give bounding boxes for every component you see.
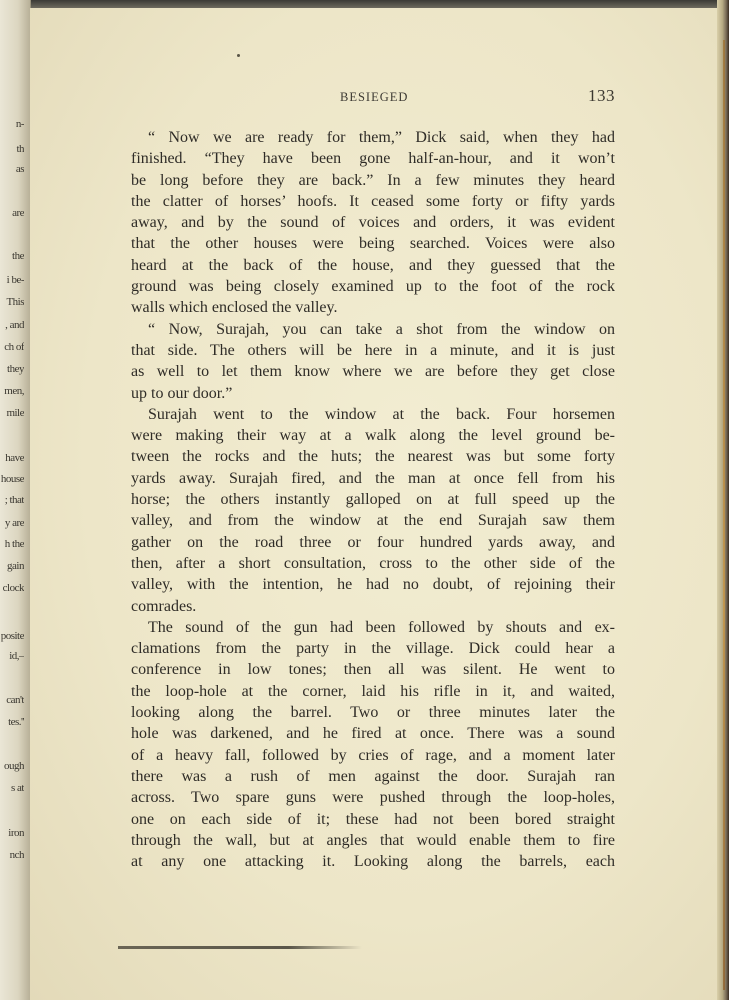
left-page-fragment: the bbox=[12, 250, 24, 262]
right-binding-edge bbox=[717, 0, 729, 1000]
text-line: walls which enclosed the valley. bbox=[131, 299, 338, 317]
text-line: were making their way at a walk along the level ground be- bbox=[131, 427, 615, 445]
bottom-rule bbox=[118, 946, 362, 949]
left-page-fragment: iron bbox=[8, 827, 24, 839]
left-page-fragment: mile bbox=[6, 407, 24, 419]
left-page-fragment: id,– bbox=[9, 650, 24, 662]
text-line: gather on the road three or four hundred yards away, and bbox=[131, 533, 615, 551]
text-line: clamations from the party in the village. Dick could hear a bbox=[131, 640, 615, 658]
text-line: yards away. Surajah fired, and the man at once fell from his bbox=[131, 469, 615, 487]
text-line: finished. “They have been gone half-an-hour, and it won’t bbox=[131, 150, 615, 168]
text-line: up to our door.” bbox=[131, 384, 233, 402]
text-line: of a heavy fall, followed by cries of rage, and a moment later bbox=[131, 746, 615, 764]
text-line: “ Now, Surajah, you can take a shot from the window on bbox=[148, 320, 615, 338]
left-page-fragment: house bbox=[0, 473, 24, 485]
left-page-fragment: This bbox=[6, 296, 24, 308]
left-page-fragment: n- bbox=[15, 118, 24, 130]
text-line: there was a rush of men against the door. Surajah ran bbox=[131, 767, 615, 785]
left-page-fragment: y are bbox=[4, 517, 24, 529]
text-line: ground was being closely examined up to the foot of the rock bbox=[131, 278, 615, 296]
text-line: across. Two spare guns were pushed through the loop-holes, bbox=[131, 789, 615, 807]
text-line: hole was darkened, and he fired at once. There was a sound bbox=[131, 725, 615, 743]
running-head: BESIEGED bbox=[340, 90, 409, 104]
left-page-fragment: have bbox=[5, 452, 24, 464]
text-line: valley, with the intention, he had no doubt, of rejoining their bbox=[131, 576, 615, 594]
text-line: comrades. bbox=[131, 597, 197, 615]
text-line: one on each side of it; these had not been bored straight bbox=[131, 810, 615, 828]
text-line: Surajah went to the window at the back. Four horsemen bbox=[148, 405, 615, 423]
text-line: the clatter of horses’ hoofs. It ceased some forty or fifty yards bbox=[131, 192, 615, 210]
left-page-fragment: as bbox=[15, 163, 24, 175]
left-page-fragment: men, bbox=[4, 385, 24, 397]
text-line: at any one attacking it. Looking along the barrels, each bbox=[131, 853, 615, 871]
left-page-fragment: clock bbox=[2, 582, 24, 594]
text-line: horse; the others instantly galloped on at full speed up the bbox=[131, 491, 615, 509]
text-line: conference in low tones; then all was silent. He went to bbox=[131, 661, 615, 679]
left-page-fragment: th bbox=[16, 143, 24, 155]
text-line: away, and by the sound of voices and orders, it was evident bbox=[131, 214, 615, 232]
left-page-fragment: , and bbox=[5, 319, 24, 331]
text-line: The sound of the gun had been followed by shouts and ex- bbox=[148, 618, 615, 636]
text-line: tween the rocks and the huts; the nearest was but some forty bbox=[131, 448, 615, 466]
print-speck bbox=[237, 54, 240, 57]
left-page-fragment: can't bbox=[6, 694, 24, 706]
page-number: 133 bbox=[588, 86, 615, 105]
left-page-fragment: posite bbox=[0, 630, 24, 642]
text-line: the loop-hole at the corner, laid his rifle in it, and waited, bbox=[131, 682, 615, 700]
left-page-fragment: are bbox=[12, 207, 24, 219]
text-line: through the wall, but at angles that would enable them to fire bbox=[131, 831, 615, 849]
body-text bbox=[131, 127, 615, 872]
left-page-fragment: tes.'' bbox=[8, 716, 24, 728]
text-line: looking along the barrel. Two or three minutes later the bbox=[131, 704, 615, 722]
left-page-fragment: ch of bbox=[4, 341, 24, 353]
left-page-fragment: ough bbox=[4, 760, 24, 772]
text-line: then, after a short consultation, cross to the other side of the bbox=[131, 554, 615, 572]
left-page-fragment: i be- bbox=[6, 274, 24, 286]
left-page-fragment: nch bbox=[9, 849, 24, 861]
text-line: “ Now we are ready for them,” Dick said, when they had bbox=[148, 129, 615, 146]
left-page-edge bbox=[0, 0, 31, 1000]
text-line: heard at the back of the house, and they guessed that the bbox=[131, 256, 615, 274]
text-line: be long before they are back.” In a few minutes they heard bbox=[131, 171, 615, 189]
text-line: as well to let them know where we are before they get close bbox=[131, 363, 615, 381]
left-page-fragment: ; that bbox=[4, 494, 24, 506]
left-page-fragment: h the bbox=[4, 538, 24, 550]
text-line: valley, and from the window at the end Surajah saw them bbox=[131, 512, 615, 530]
top-shadow-strip bbox=[0, 0, 729, 8]
text-line: that side. The others will be here in a minute, and it is just bbox=[131, 341, 615, 359]
left-page-fragment: gain bbox=[7, 560, 24, 572]
text-line: that the other houses were being searched. Voices were also bbox=[131, 235, 615, 253]
left-page-fragment: they bbox=[7, 363, 24, 375]
left-page-fragment: s at bbox=[11, 782, 24, 794]
